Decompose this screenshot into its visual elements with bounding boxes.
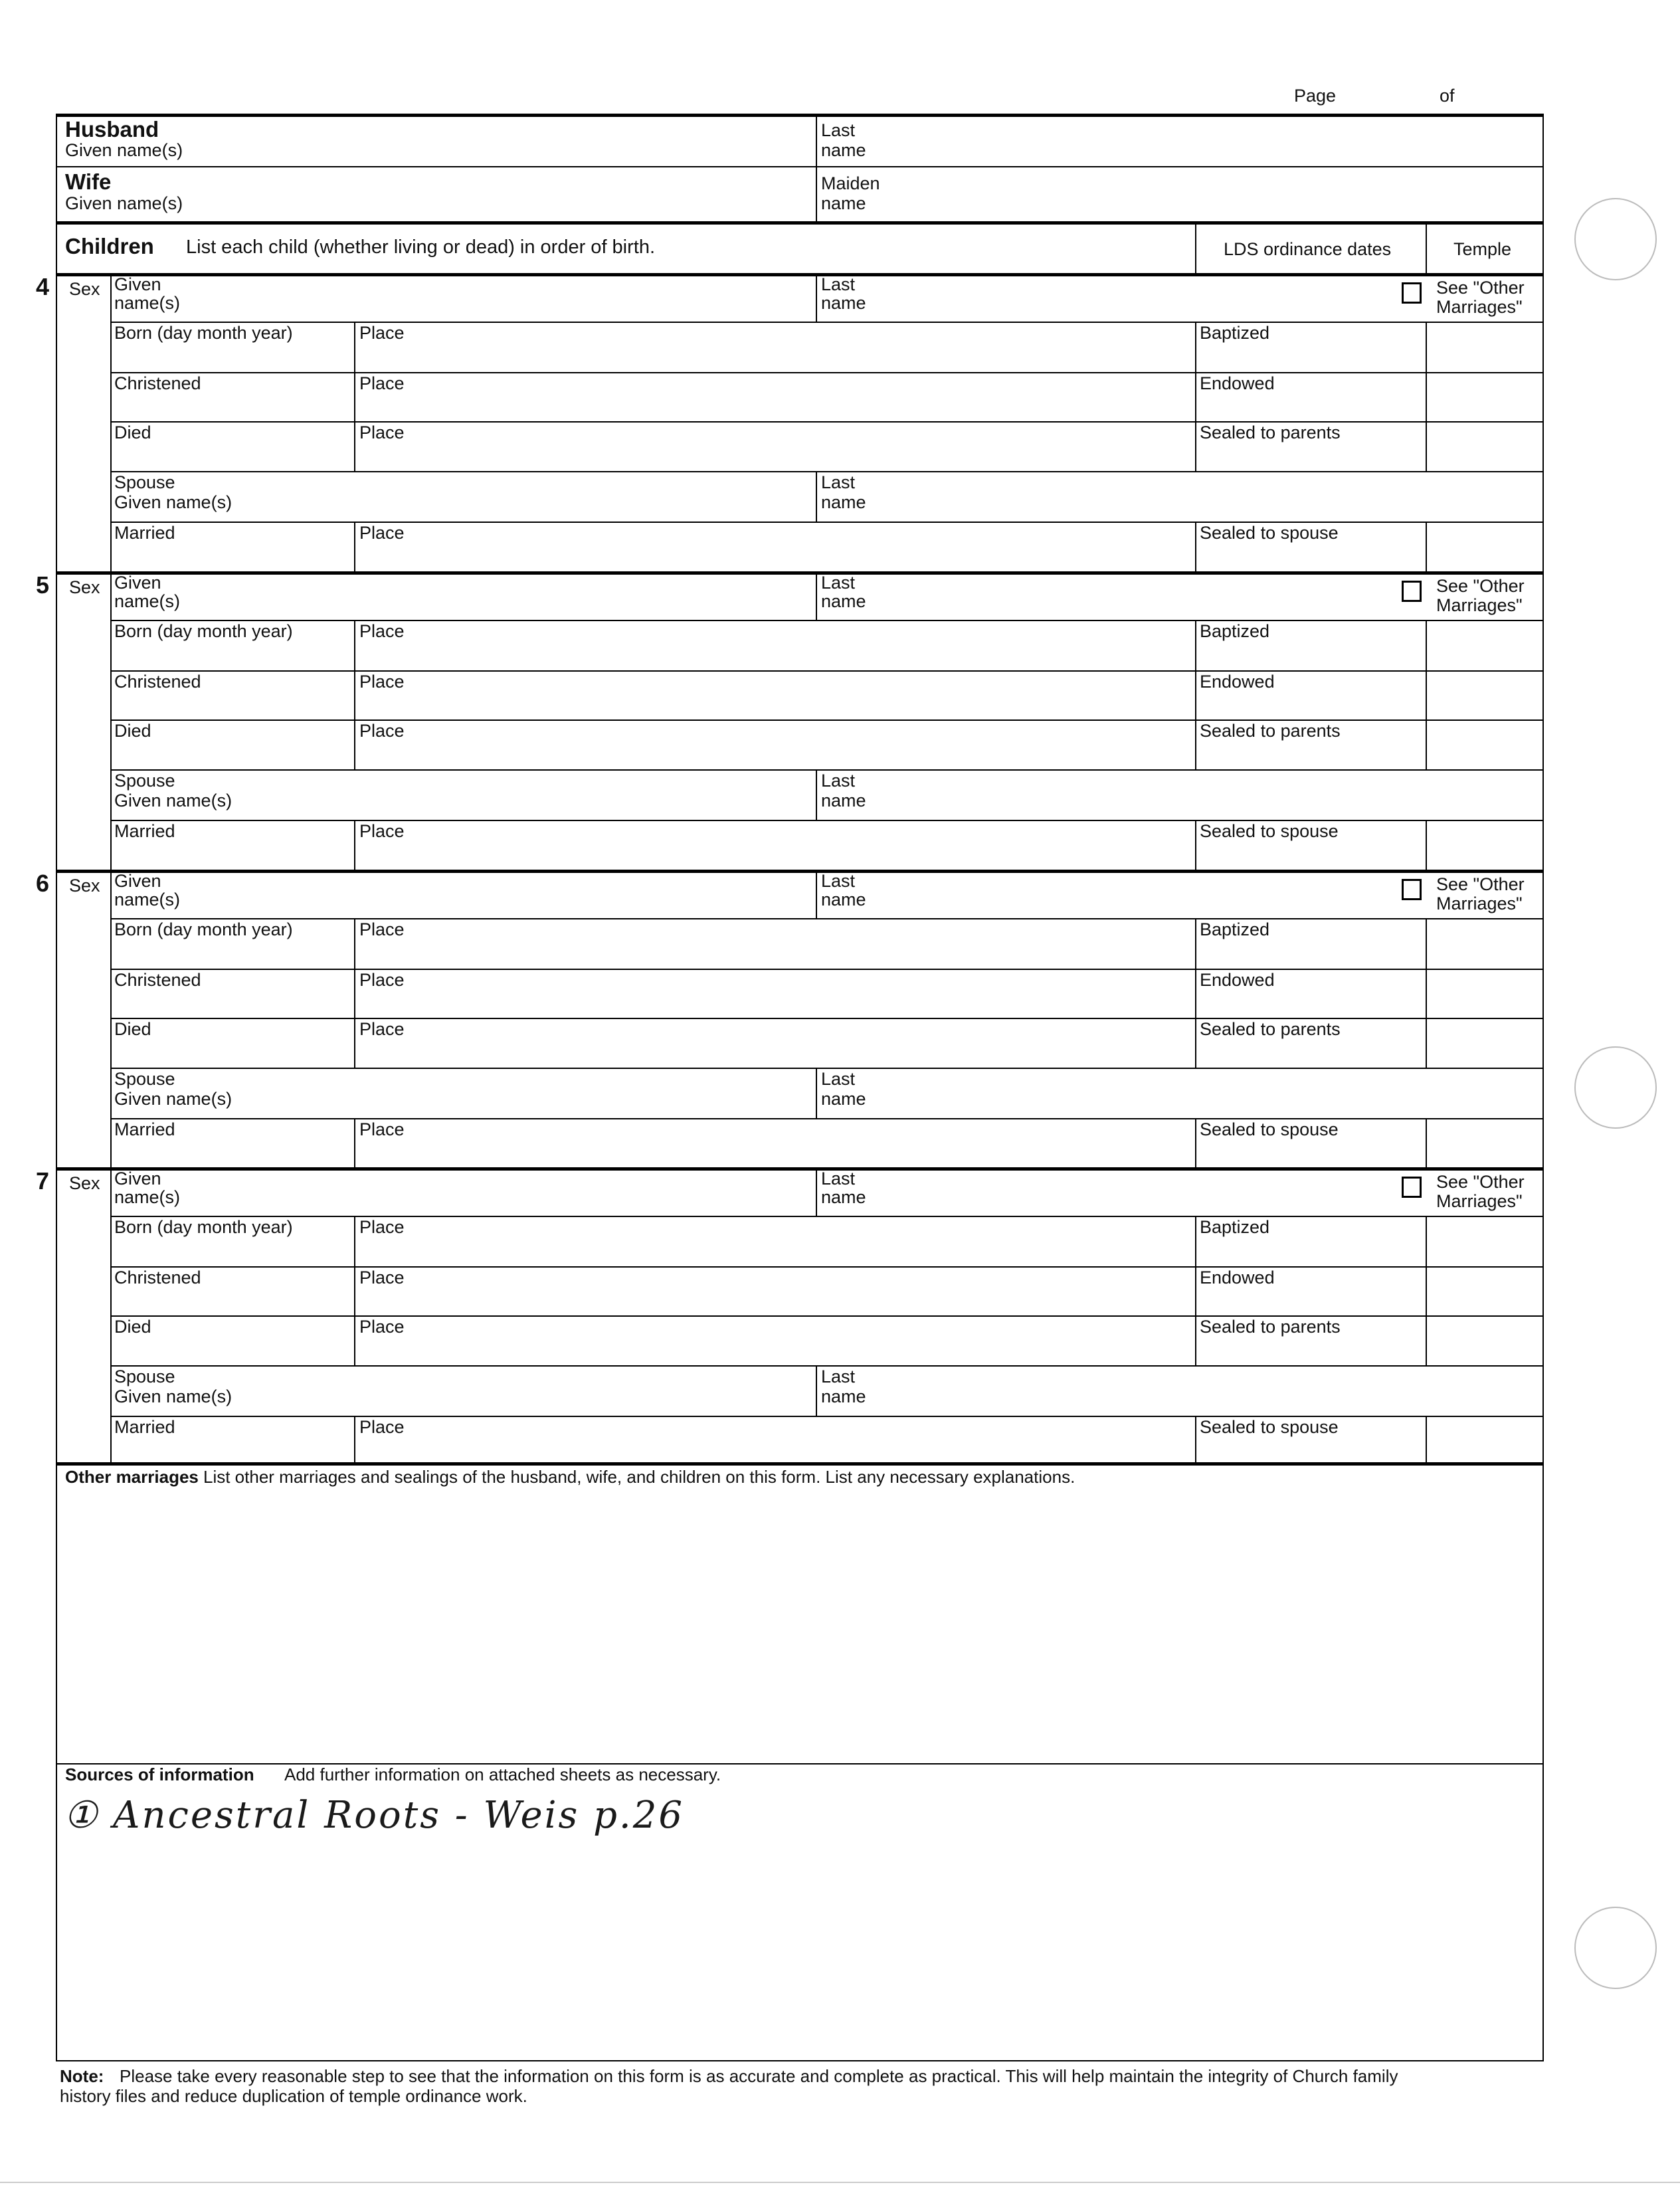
spouse-label: Spouse [114,1367,175,1386]
see-other-marriages-checkbox[interactable] [1402,282,1422,304]
child-number: 6 [36,870,50,897]
last-label: Last [821,573,856,593]
spouse-given-label: Given name(s) [114,1089,233,1109]
of-label: of [1440,86,1455,106]
given-label: Given [114,573,161,593]
baptized-label: Baptized [1200,621,1270,641]
child-number: 7 [36,1167,50,1194]
last-label: Last [821,871,856,891]
place-label: Place [359,721,405,741]
note-text-line1: Please take every reasonable step to see that the information on this form is as accurate and complete as practical. This will help maintain the integrity of Church family [120,2066,1398,2086]
last-label: Last [821,274,856,294]
scan-edge [0,2182,1680,2183]
husband-given-label: Given name(s) [65,140,183,160]
sealed-to-parents-label: Sealed to parents [1200,721,1341,741]
place-label: Place [359,970,405,990]
place-label: Place [359,423,405,442]
place-label: Place [359,523,405,543]
husband-title: Husband [65,117,159,142]
child-number: 5 [36,571,50,599]
spouse-label: Spouse [114,472,175,492]
spouse-given-label: Given name(s) [114,492,233,512]
place-label: Place [359,1119,405,1139]
see-other-marriages-label-2: Marriages" [1436,297,1523,317]
christened-label: Christened [114,373,201,393]
husband-last-label: Last [821,120,856,140]
sex-label: Sex [69,577,100,597]
given-label: Given [114,274,161,294]
spouse-given-label: Given name(s) [114,791,233,811]
spouse-last-label-2: name [821,1386,866,1406]
sealed-to-spouse-label: Sealed to spouse [1200,1119,1339,1139]
page-label: Page [1294,86,1337,106]
place-label: Place [359,919,405,939]
wife-given-label: Given name(s) [65,193,183,213]
endowed-label: Endowed [1200,1268,1275,1288]
children-instruction: List each child (whether living or dead) in order of birth. [186,237,656,258]
sealed-to-parents-label: Sealed to parents [1200,1317,1341,1337]
sealed-to-spouse-label: Sealed to spouse [1200,821,1339,841]
last-label-2: name [821,890,866,909]
spouse-label: Spouse [114,1069,175,1089]
given-label-2: name(s) [114,890,181,909]
endowed-label: Endowed [1200,672,1275,692]
place-label: Place [359,1268,405,1288]
place-label: Place [359,1019,405,1039]
baptized-label: Baptized [1200,323,1270,343]
christened-label: Christened [114,1268,201,1288]
sealed-to-parents-label: Sealed to parents [1200,423,1341,442]
see-other-marriages-checkbox[interactable] [1402,879,1422,900]
married-label: Married [114,821,175,841]
given-label-2: name(s) [114,591,181,611]
died-label: Died [114,1317,151,1337]
children-title: Children [65,234,154,258]
see-other-marriages-label: See "Other [1436,874,1525,894]
sex-label: Sex [69,1173,100,1193]
husband-last-label-2: name [821,140,866,160]
christened-label: Christened [114,970,201,990]
last-label-2: name [821,1187,866,1207]
spouse-last-label-2: name [821,1089,866,1109]
see-other-marriages-label-2: Marriages" [1436,595,1523,615]
spouse-last-label: Last [821,771,856,791]
married-label: Married [114,523,175,543]
spouse-last-label: Last [821,472,856,492]
wife-maiden-label: Maiden [821,173,880,193]
last-label: Last [821,1169,856,1189]
note-text-line2: history files and reduce duplication of temple ordinance work. [60,2086,527,2106]
wife-maiden-label-2: name [821,193,866,213]
sealed-to-spouse-label: Sealed to spouse [1200,1417,1339,1437]
see-other-marriages-checkbox[interactable] [1402,581,1422,602]
baptized-label: Baptized [1200,1217,1270,1237]
endowed-label: Endowed [1200,373,1275,393]
spouse-last-label: Last [821,1367,856,1386]
sources-title: Sources of information [65,1765,254,1784]
spouse-last-label-2: name [821,492,866,512]
died-label: Died [114,1019,151,1039]
note-title: Note: [60,2066,104,2086]
punch-hole [1574,1907,1657,1989]
see-other-marriages-label-2: Marriages" [1436,894,1523,913]
given-label-2: name(s) [114,1187,181,1207]
christened-label: Christened [114,672,201,692]
see-other-marriages-label-2: Marriages" [1436,1191,1523,1211]
sex-label: Sex [69,876,100,896]
spouse-last-label: Last [821,1069,856,1089]
see-other-marriages-label: See "Other [1436,576,1525,596]
born-label: Born (day month year) [114,323,293,343]
punch-hole [1574,1046,1657,1129]
see-other-marriages-checkbox[interactable] [1402,1177,1422,1198]
lds-ordinance-label: LDS ordinance dates [1224,239,1392,259]
spouse-label: Spouse [114,771,175,791]
see-other-marriages-label: See "Other [1436,1172,1525,1192]
see-other-marriages-label: See "Other [1436,278,1525,298]
place-label: Place [359,621,405,641]
child-number: 4 [36,273,50,300]
born-label: Born (day month year) [114,1217,293,1237]
baptized-label: Baptized [1200,919,1270,939]
spouse-given-label: Given name(s) [114,1386,233,1406]
place-label: Place [359,373,405,393]
died-label: Died [114,423,151,442]
born-label: Born (day month year) [114,919,293,939]
other-marriages-title: Other marriages [65,1467,199,1487]
place-label: Place [359,672,405,692]
place-label: Place [359,1417,405,1437]
last-label-2: name [821,591,866,611]
place-label: Place [359,323,405,343]
given-label: Given [114,871,161,891]
married-label: Married [114,1119,175,1139]
place-label: Place [359,821,405,841]
sex-label: Sex [69,279,100,299]
given-label-2: name(s) [114,293,181,313]
temple-label: Temple [1453,239,1512,259]
endowed-label: Endowed [1200,970,1275,990]
sources-handwritten-entry: ① Ancestral Roots - Weis p.26 [64,1794,684,1837]
given-label: Given [114,1169,161,1189]
spouse-last-label-2: name [821,791,866,811]
married-label: Married [114,1417,175,1437]
place-label: Place [359,1217,405,1237]
sealed-to-parents-label: Sealed to parents [1200,1019,1341,1039]
last-label-2: name [821,293,866,313]
died-label: Died [114,721,151,741]
other-marriages-instruction: List other marriages and sealings of the husband, wife, and children on this form. List any necessary explanations. [203,1467,1075,1487]
sources-instruction: Add further information on attached sheets as necessary. [284,1765,721,1784]
place-label: Place [359,1317,405,1337]
punch-hole [1574,198,1657,280]
wife-title: Wife [65,169,112,194]
sealed-to-spouse-label: Sealed to spouse [1200,523,1339,543]
born-label: Born (day month year) [114,621,293,641]
